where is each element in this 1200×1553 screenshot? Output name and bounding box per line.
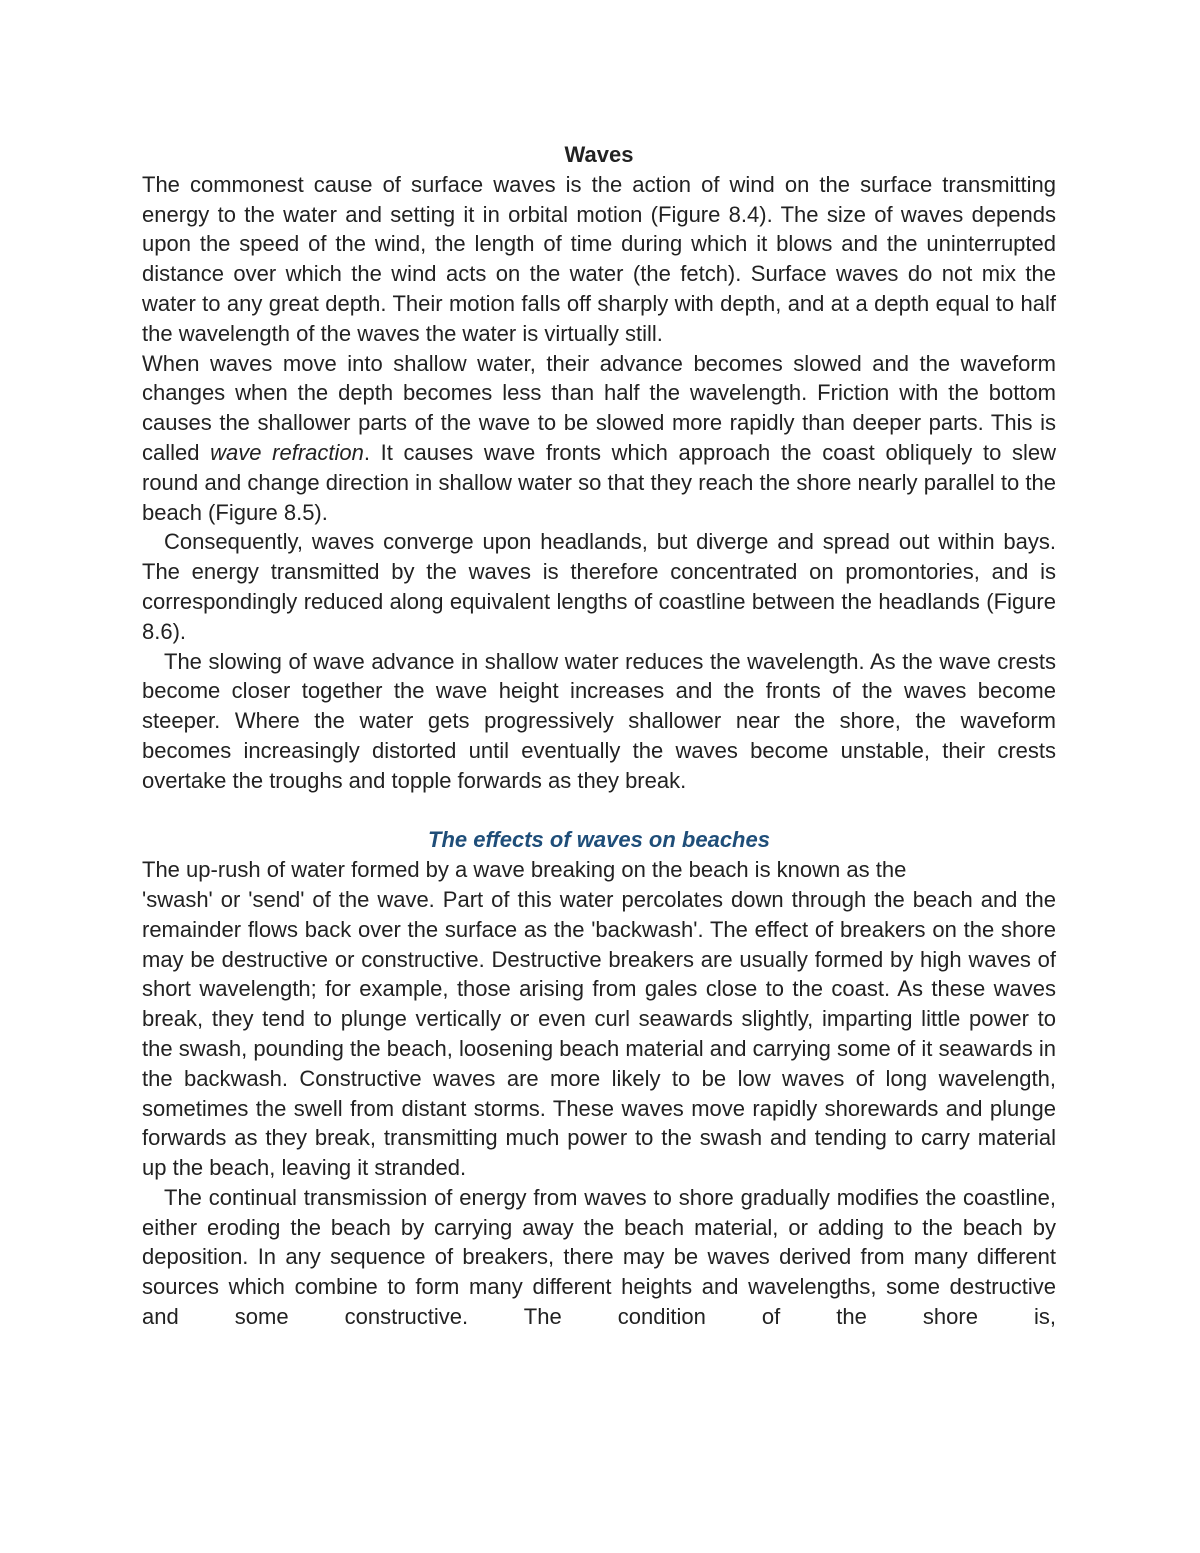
- paragraph-text: . It causes wave fronts which approach the coast obliquely to slew round and change direction in shallow water so that they reach the shore nearly parallel to the beach (Figure 8.5).: [142, 439, 1056, 525]
- page-title: Waves: [564, 142, 634, 167]
- paragraph-wavelength: The slowing of wave advance in shallow water reduces the wavelength. As the wave crests become closer together the wave height increases and the fronts of the waves become steeper. Where the water gets progressively shallower near the shore, the waveform becomes increasingly distorted until eventually the waves become unstable, their crests overtake the troughs and topple forwards as they break.: [142, 648, 1056, 793]
- document-body: [142, 140, 1056, 1332]
- term-wave-refraction: wave refraction: [210, 439, 364, 465]
- paragraph-text: When waves move into shallow water, their advance becomes slowed and the waveform changes when the depth becomes less than half the wavelength. Friction with the bottom causes the shallower parts of the wave to be slowed more rapidly than deeper parts. This is called: [142, 350, 1056, 465]
- paragraph-swash: 'swash' or 'send' of the wave. Part of this water percolates down through the beach and the remainder flows back over the surface as the 'backwash'. The effect of breakers on the shore may be destructive or constructive. Destructive breakers are usually formed by high waves of short wavelength; for example, those arising from gales close to the coast. As these waves break, they tend to plunge vertically or even curl seawards slightly, imparting little power to the swash, pounding the beach, loosening beach material and carrying some of it seawards in the backwash. Constructive waves are more likely to be low waves of long wavelength, sometimes the swell from distant storms. These waves move rapidly shorewards and plunge forwards as they break, transmitting much power to the swash and tending to carry material up the beach, leaving it stranded.: [142, 886, 1056, 1181]
- paragraph-swash-first-line: The up-rush of water formed by a wave breaking on the beach is known as the: [142, 857, 907, 883]
- paragraph-surface-waves: The commonest cause of surface waves is the action of wind on the surface transmitting energy to the water and setting it in orbital motion (Figure 8.4). The size of waves depends upon the speed of the wind, the length of time during which it blows and the uninterrupted distance over which the wind acts on the water (the fetch). Surface waves do not mix the water to any great depth. Their motion falls off sharply with depth, and at a depth equal to half the wavelength of the waves the water is virtually still.: [142, 171, 1056, 346]
- section-gap: [142, 796, 1056, 826]
- paragraph-coastline: The continual transmission of energy from waves to shore gradually modifies the coastline, either eroding the beach by carrying away the beach material, or adding to the beach by deposition. In any sequence of breakers, there may be waves derived from many different sources which combine to form many different heights and wavelengths, some destructive and some constructive. The condition of the shore is,: [142, 1184, 1056, 1330]
- paragraph-headlands: Consequently, waves converge upon headlands, but diverge and spread out within bays. The energy transmitted by the waves is therefore concentrated on promontories, and is correspondingly reduced along equivalent lengths of coastline between the headlands (Figure 8.6).: [142, 529, 1056, 644]
- paragraph-wave-refraction: [142, 349, 1056, 528]
- section-heading: The effects of waves on beaches: [428, 827, 770, 853]
